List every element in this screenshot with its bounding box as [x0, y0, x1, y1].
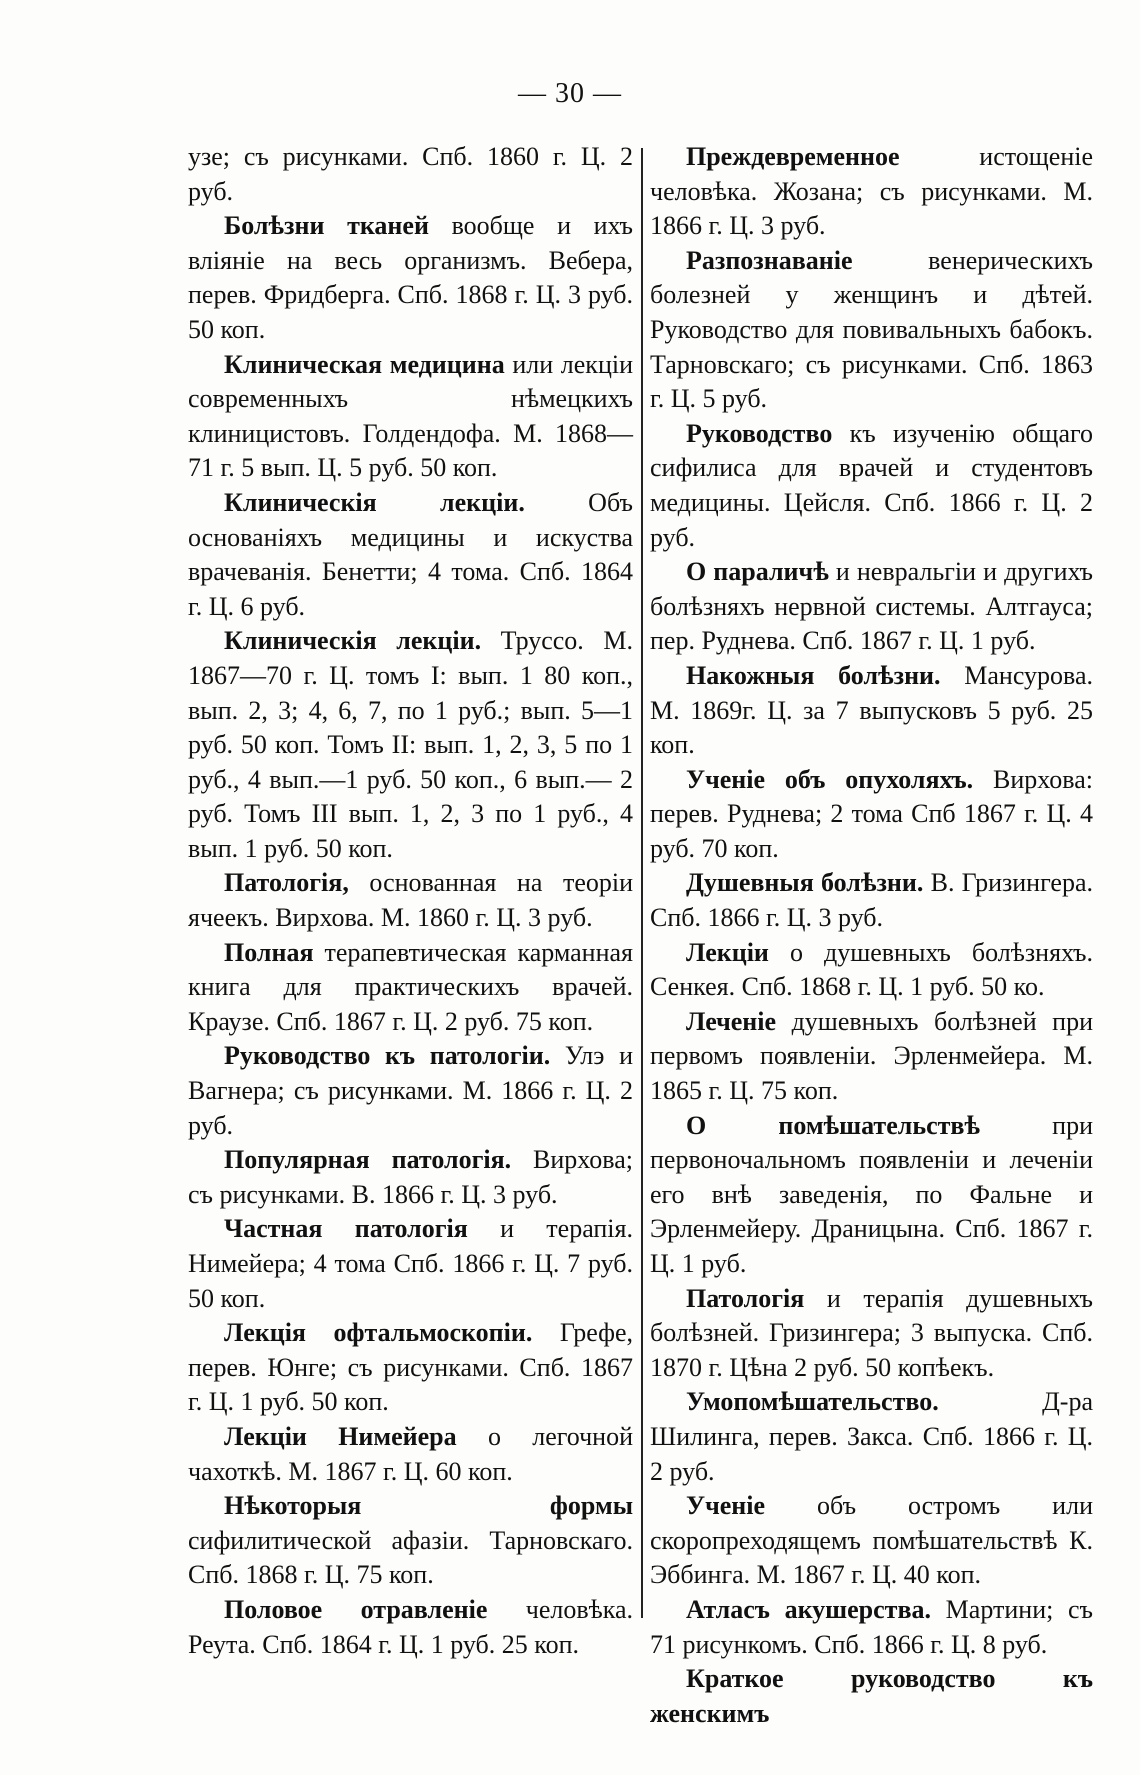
- entry-title: Полная: [224, 937, 314, 967]
- entry-title: Клиническія лекціи.: [224, 626, 482, 656]
- catalog-entry: [650, 1489, 1093, 1593]
- catalog-entry: [188, 624, 633, 866]
- column-divider: [641, 148, 643, 1618]
- catalog-entry: [650, 763, 1093, 867]
- catalog-entry: [650, 244, 1093, 417]
- entry-details: и невральгіи и другихъ болѣзняхъ нервной системы. Алтгауса; пер. Руднева. Спб. 1867 г. Ц. 1 руб.: [650, 557, 1093, 656]
- entry-title: Ученіе объ опухоляхъ.: [686, 764, 974, 794]
- entry-details: узе; съ рисунками. Спб. 1860 г. Ц. 2 руб.: [188, 142, 633, 206]
- entry-title: Патологія: [686, 1283, 805, 1313]
- entry-title: Клиническія лекціи.: [224, 487, 525, 517]
- entry-title: Руководство: [686, 418, 833, 448]
- entry-title: Леченіе: [686, 1006, 777, 1036]
- catalog-entry: [650, 140, 1093, 244]
- entry-title: Краткое руководство къ женскимъ: [650, 1664, 1093, 1728]
- entry-details: человѣка. Реута. Спб. 1864 г. Ц. 1 руб. 25 коп.: [188, 1594, 634, 1659]
- catalog-entry: [188, 1212, 633, 1316]
- entry-title: Половое отравленіе: [224, 1594, 488, 1624]
- catalog-entry: [188, 209, 633, 347]
- catalog-entry: [188, 140, 633, 209]
- catalog-entry: [650, 936, 1093, 1005]
- entry-details: терапевтическая карманная книга для практическихъ врачей. Краузе. Спб. 1867 г. Ц. 2 руб. 75 коп.: [188, 937, 633, 1036]
- entry-details: Труссо. М. 1867—70 г. Ц. томъ I: вып. 1 80 коп., вып. 2, 3; 4, 6, 7, по 1 руб.; вып. 5—1 руб. 50 коп. Томъ II: вып. 1, 2, 3, 5 по 1 руб., 4 вып.—1 руб. 50 коп., 6 вып.— 2 руб. Томъ III вып. 1, 2, 3 по 1 руб., 4 вып. 1 руб. 50 коп.: [188, 626, 633, 863]
- entry-title: Преждевременное: [686, 142, 900, 171]
- entry-title: Болѣзни тканей: [224, 211, 429, 241]
- entry-details: Объ основаніяхъ медицины и искуства врачеванія. Бенетти; 4 тома. Спб. 1864 г. Ц. 6 руб.: [188, 487, 633, 621]
- entry-details: Мартини; съ 71 рисункомъ. Спб. 1866 г. Ц. 8 руб.: [650, 1594, 1093, 1659]
- catalog-entry: [650, 555, 1093, 659]
- entry-details: Улэ и Вагнера; съ рисунками. М. 1866 г. Ц. 2 руб.: [188, 1041, 633, 1140]
- entry-title: Лекціи Нимейера: [224, 1421, 457, 1451]
- catalog-entry: [650, 1385, 1093, 1489]
- catalog-entry: [188, 1143, 633, 1212]
- entry-details: Вирхова: перев. Руднева; 2 тома Спб 1867 г. Ц. 4 руб. 70 коп.: [650, 764, 1093, 863]
- entry-title: О параличѣ: [686, 557, 829, 587]
- entry-details: душевныхъ болѣзней при первомъ появленіи. Эрленмейера. М. 1865 г. Ц. 75 коп.: [650, 1006, 1093, 1106]
- entry-details: истощеніе человѣка. Жозана; съ рисунками. М. 1866 г. Ц. 3 руб.: [650, 142, 1093, 241]
- entry-details: и терапія. Нимейера; 4 тома Спб. 1866 г. Ц. 7 руб. 50 коп.: [188, 1214, 633, 1313]
- catalog-entry: [650, 1593, 1093, 1662]
- catalog-entry: [188, 936, 633, 1040]
- catalog-entry: [188, 1316, 633, 1420]
- entry-details: сифилитической афазіи. Тарновскаго. Спб. 1868 г. Ц. 75 коп.: [188, 1525, 633, 1590]
- entry-details: объ остромъ или скоропреходящемъ помѣшательствѣ К. Эббинга. М. 1867 г. Ц. 40 коп.: [650, 1491, 1093, 1590]
- catalog-entry: [650, 1282, 1093, 1386]
- entry-title: Патологія,: [224, 868, 349, 898]
- entry-title: Душевныя болѣзни.: [686, 868, 924, 898]
- entry-title: Лекціи: [686, 937, 769, 967]
- catalog-entry: [650, 659, 1093, 763]
- entry-title: Популярная патологія.: [224, 1145, 512, 1175]
- entry-details: Мансурова. М. 1869г. Ц. за 7 выпусковъ 5 руб. 25 коп.: [650, 660, 1094, 760]
- right-column: [650, 140, 1093, 1731]
- catalog-entry: [650, 1109, 1093, 1282]
- entry-title: Накожныя болѣзни.: [686, 660, 941, 690]
- catalog-entry: [650, 866, 1093, 935]
- entry-title: О помѣшательствѣ: [686, 1110, 981, 1140]
- catalog-entry: [650, 1662, 1093, 1731]
- entry-title: Клиническая медицина: [224, 349, 505, 379]
- entry-details: къ изученію общаго сифилиса для врачей и студентовъ медицины. Цейсля. Спб. 1866 г. Ц. 2 руб.: [650, 418, 1093, 552]
- entry-title: Умопомѣшательство.: [686, 1387, 939, 1417]
- entry-title: Ученіе: [686, 1491, 766, 1521]
- catalog-entry: [188, 1039, 633, 1143]
- entry-title: Разпознаваніе: [686, 245, 853, 275]
- catalog-entry: [188, 348, 633, 486]
- catalog-entry: [650, 1005, 1093, 1109]
- entry-details: и терапія душевныхъ болѣзней. Гризингера; 3 выпуска. Спб. 1870 г. Цѣна 2 руб. 50 копѣекъ.: [650, 1283, 1093, 1382]
- entry-details: венерическихъ болезней у женщинъ и дѣтей. Руководство для повивальныхъ бабокъ. Тарновскаго; съ рисунками. Спб. 1863 г. Ц. 5 руб.: [650, 245, 1093, 414]
- entry-title: Руководство къ патологіи.: [224, 1041, 551, 1071]
- entry-details: основанная на теоріи ячеекъ. Вирхова. М. 1860 г. Ц. 3 руб.: [188, 868, 633, 933]
- entry-details: или лекціи современныхъ нѣмецкихъ клиницистовъ. Голдендофа. М. 1868—71 г. 5 вып. Ц. 5 руб. 50 коп.: [188, 349, 633, 483]
- entry-details: при первоночальномъ появленіи и леченіи его внѣ заведенія, по Фальне и Эрленмейеру. Драницына. Спб. 1867 г. Ц. 1 руб.: [650, 1110, 1094, 1278]
- page-number: — 30 —: [518, 78, 622, 109]
- entry-title: Частная патологія: [224, 1214, 468, 1244]
- entry-details: вообще и ихъ вліяніе на весь организмъ. Вебера, перев. Фридберга. Спб. 1868 г. Ц. 3 руб. 50 коп.: [188, 211, 633, 344]
- catalog-entry: [188, 1489, 633, 1593]
- entry-title: Нѣкоторыя формы: [224, 1491, 633, 1521]
- entry-details: Грефе, перев. Юнге; съ рисунками. Спб. 1867 г. Ц. 1 руб. 50 коп.: [188, 1318, 633, 1417]
- catalog-entry: [188, 866, 633, 935]
- entry-details: о душевныхъ болѣзняхъ. Сенкея. Спб. 1868 г. Ц. 1 руб. 50 ко.: [650, 937, 1093, 1002]
- entry-title: Лекція офтальмоскопіи.: [224, 1318, 533, 1348]
- left-column: [188, 140, 633, 1662]
- entry-details: о легочной чахоткѣ. М. 1867 г. Ц. 60 коп.: [188, 1421, 633, 1486]
- entry-details: Вирхова; съ рисунками. В. 1866 г. Ц. 3 руб.: [188, 1145, 634, 1209]
- catalog-entry: [650, 417, 1093, 555]
- catalog-entry: [188, 1420, 633, 1489]
- catalog-entry: [188, 486, 633, 624]
- catalog-entry: [188, 1593, 633, 1662]
- entry-details: В. Гризингера. Спб. 1866 г. Ц. 3 руб.: [650, 868, 1093, 933]
- entry-details: Д-ра Шилинга, перев. Закса. Спб. 1866 г. Ц. 2 руб.: [650, 1387, 1093, 1486]
- entry-title: Атласъ акушерства.: [686, 1594, 931, 1624]
